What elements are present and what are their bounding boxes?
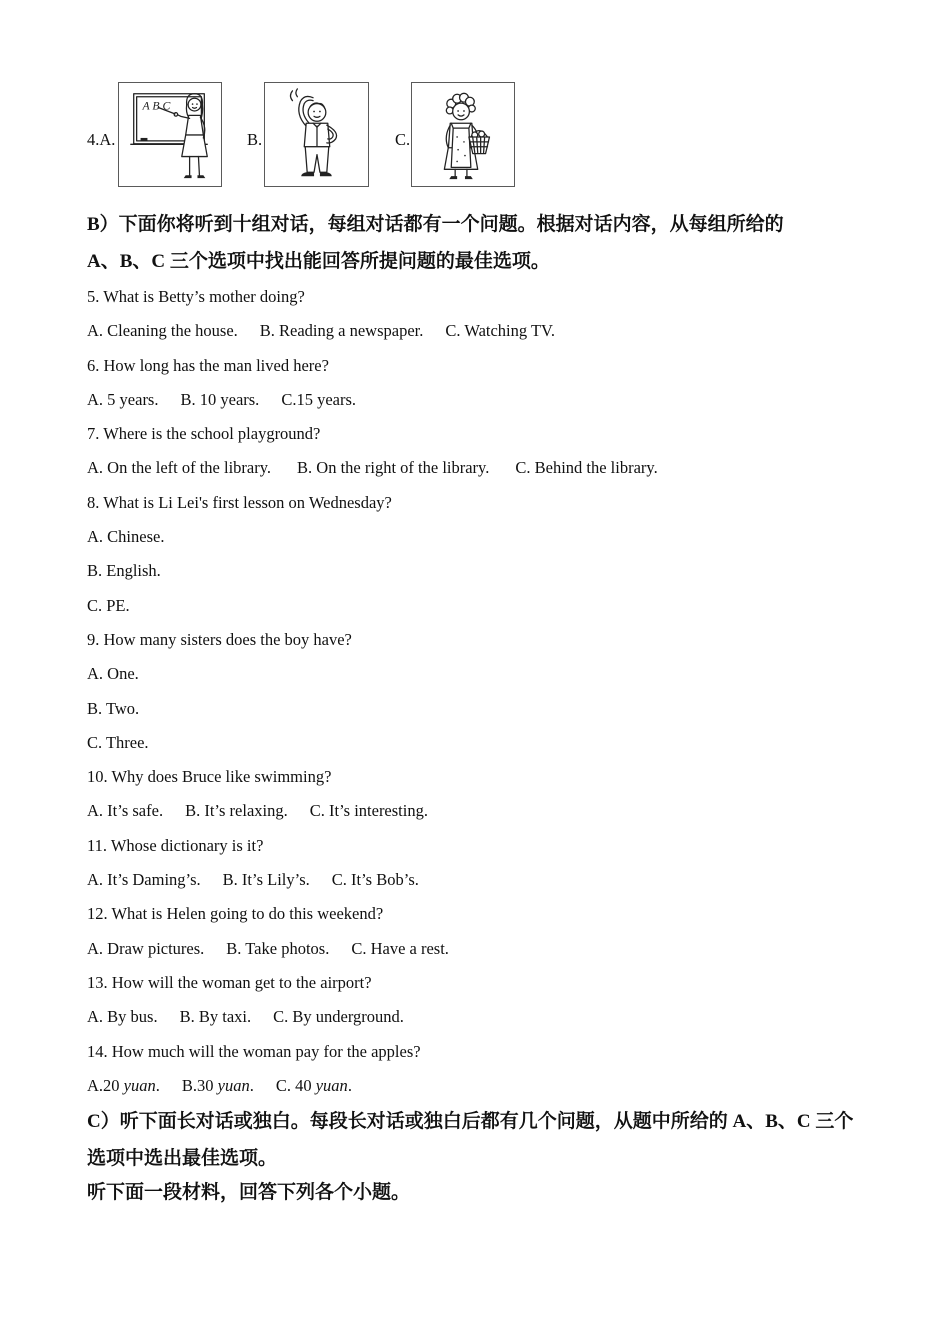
section-c-sub-instruction: 听下面一段材料，回答下列各个小题。 (87, 1182, 411, 1204)
man-illustration (265, 83, 368, 186)
q14-option-b-end: . (249, 1075, 254, 1095)
q7-option-a: A. On the left of the library. (87, 458, 272, 478)
question-6-options (87, 383, 932, 417)
question-10: 10. Why does Bruce like swimming? (87, 767, 332, 787)
q11-option-c: C. It’s Bob’s. (331, 870, 419, 890)
man-figure (291, 89, 337, 176)
q10-option-a: A. It’s safe. (87, 801, 164, 821)
q13-option-b: B. By taxi. (179, 1007, 252, 1027)
question-12: 12. What is Helen going to do this weekend? (87, 904, 384, 924)
section-c-instruction-line-1: C）听下面长对话或独白。每段长对话或独白后都有几个问题，从题中所给的 A、B、C 三个 (87, 1111, 854, 1133)
apron (451, 128, 471, 167)
question-14-options (87, 1069, 932, 1103)
question-5: 5. What is Betty’s mother doing? (87, 287, 305, 306)
question-11-options (87, 863, 932, 897)
q5-option-c: C. Watching TV. (445, 321, 555, 341)
teacher-illustration (119, 83, 221, 186)
question-7-options (87, 451, 932, 485)
q14-option-a (87, 1069, 160, 1103)
question-14: 14. How much will the woman pay for the apples? (87, 1041, 421, 1061)
q4-picture-a (118, 82, 222, 187)
question-9: 9. How many sisters does the boy have? (87, 629, 352, 649)
q10-option-b: B. It’s relaxing. (185, 801, 288, 821)
q7-option-c: C. Behind the library. (515, 458, 658, 478)
question-10-options (87, 794, 932, 828)
q11-option-b: B. It’s Lily’s. (222, 870, 310, 890)
q6-option-a: A. 5 years. (87, 389, 159, 409)
q8-option-b: B. English. (87, 561, 161, 581)
question-5-options (87, 314, 932, 348)
q4-label-b: B. (247, 130, 263, 149)
question-12-options (87, 932, 932, 966)
q8-option-a: A. Chinese. (87, 527, 165, 547)
q14-option-a-amount: A.20 (87, 1075, 124, 1095)
q13-option-a: A. By bus. (87, 1007, 158, 1027)
q5-option-b: B. Reading a newspaper. (259, 321, 424, 341)
q14-option-c-amount: C. 40 (275, 1075, 316, 1095)
question-13-options (87, 1000, 932, 1034)
q12-option-c: C. Have a rest. (351, 938, 449, 958)
q9-option-b: B. Two. (87, 698, 140, 718)
q10-option-c: C. It’s interesting. (309, 801, 428, 821)
q14-option-b-amount: B.30 (181, 1075, 218, 1095)
q14-option-c-unit: yuan (315, 1075, 348, 1095)
q8-option-c: C. PE. (87, 595, 130, 615)
question-6: 6. How long has the man lived here? (87, 355, 329, 375)
q4-label-a: 4.A. (87, 130, 116, 149)
section-b-instruction-line-2: A、B、C 三个选项中找出能回答所提问题的最佳选项。 (87, 251, 550, 272)
q14-option-c-end: . (347, 1075, 352, 1095)
q5-option-a: A. Cleaning the house. (87, 321, 238, 341)
q7-option-b: B. On the right of the library. (297, 458, 490, 478)
q4-picture-c (411, 82, 515, 187)
exam-content (87, 206, 932, 1209)
q13-option-c: C. By underground. (273, 1007, 404, 1027)
section-b-instruction-line-1: B）下面你将听到十组对话，每组对话都有一个问题。根据对话内容，从每组所给的 (87, 214, 784, 235)
section-c-instruction-line-2: 选项中选出最佳选项。 (87, 1148, 278, 1170)
board-letters: A B C (142, 99, 171, 113)
woman-figure (444, 93, 489, 179)
q9-option-c: C. Three. (87, 732, 149, 752)
q14-option-a-end: . (155, 1075, 160, 1095)
question-8: 8. What is Li Lei's first lesson on Wednesday? (87, 492, 392, 512)
q6-option-b: B. 10 years. (180, 389, 260, 409)
q14-option-a-unit: yuan (123, 1075, 156, 1095)
q4-label-c: C. (395, 130, 411, 149)
q6-option-c: C.15 years. (281, 389, 357, 409)
q14-option-b (182, 1069, 254, 1103)
question-13: 13. How will the woman get to the airport? (87, 972, 372, 992)
question-7: 7. Where is the school playground? (87, 424, 321, 444)
question-11: 11. Whose dictionary is it? (87, 835, 264, 855)
basket (469, 131, 490, 154)
q14-option-c (276, 1069, 352, 1103)
q14-option-b-unit: yuan (217, 1075, 250, 1095)
q12-option-a: A. Draw pictures. (87, 938, 205, 958)
q12-option-b: B. Take photos. (226, 938, 330, 958)
woman-illustration (412, 83, 514, 186)
q11-option-a: A. It’s Daming’s. (87, 870, 201, 890)
q4-picture-b (264, 82, 369, 187)
q9-option-a: A. One. (87, 664, 139, 684)
